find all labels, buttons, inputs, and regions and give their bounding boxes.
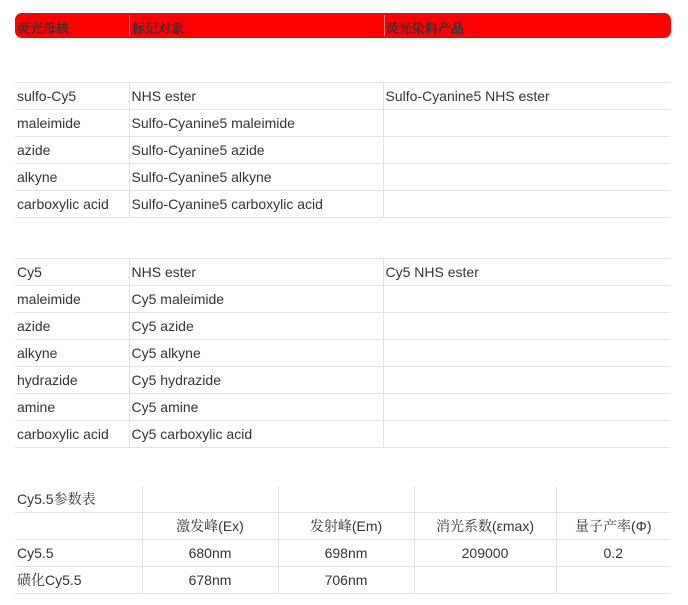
table-cell <box>556 567 670 594</box>
table-cell: Sulfo-Cyanine5 carboxylic acid <box>129 191 383 218</box>
header-dye-product: 荧光染料产品 <box>386 21 465 36</box>
table-cell: 680nm <box>142 540 278 567</box>
table-cell <box>383 110 670 137</box>
table-cell: azide <box>15 313 129 340</box>
table-cell: Cy5 amine <box>129 394 383 421</box>
table-cell: Sulfo-Cyanine5 azide <box>129 137 383 164</box>
params-title: Cy5.5参数表 <box>15 486 142 513</box>
column-header: 发射峰(Em) <box>278 513 414 540</box>
table-cell: 706nm <box>278 567 414 594</box>
table-cell <box>383 286 670 313</box>
table-cell <box>383 340 670 367</box>
table-cell: 698nm <box>278 540 414 567</box>
table-cell <box>383 394 670 421</box>
header-fluorophore-core: 荧光母核 <box>17 21 70 36</box>
table-cell: Cy5 azide <box>129 313 383 340</box>
table-cell: 678nm <box>142 567 278 594</box>
table-row <box>15 191 670 218</box>
table-cell <box>414 486 556 513</box>
table-cell: 磺化Cy5.5 <box>15 567 142 594</box>
column-header <box>15 513 142 540</box>
table-cell <box>414 567 556 594</box>
table-cell: alkyne <box>15 340 129 367</box>
table-header-bar <box>15 13 671 38</box>
table-cell <box>383 137 670 164</box>
table-cell <box>383 367 670 394</box>
table-cell: amine <box>15 394 129 421</box>
header-divider <box>384 15 385 36</box>
table-cell: NHS ester <box>129 259 383 286</box>
table-cell: Cy5.5 <box>15 540 142 567</box>
header-label-target: 标记对象 <box>132 21 185 36</box>
table-row <box>15 286 670 313</box>
table-row <box>15 164 670 191</box>
table-cell: Cy5 <box>15 259 129 286</box>
table-cell: maleimide <box>15 110 129 137</box>
table-cell <box>383 313 670 340</box>
cy55-params-table <box>15 486 670 594</box>
table-row <box>15 259 670 286</box>
table-cell: Cy5 carboxylic acid <box>129 421 383 448</box>
column-header: 消光系数(εmax) <box>414 513 556 540</box>
table-cell <box>142 486 278 513</box>
table-cell: sulfo-Cy5 <box>15 83 129 110</box>
table-cell: Sulfo-Cyanine5 alkyne <box>129 164 383 191</box>
table-cell <box>556 486 670 513</box>
table-row <box>15 367 670 394</box>
column-header: 量子产率(Φ) <box>556 513 670 540</box>
header-divider <box>129 15 130 36</box>
sulfo-cy5-table <box>15 82 670 218</box>
table-cell: carboxylic acid <box>15 191 129 218</box>
table-cell: Cy5 maleimide <box>129 286 383 313</box>
table-cell <box>278 486 414 513</box>
table-row <box>15 540 670 567</box>
column-header: 激发峰(Ex) <box>142 513 278 540</box>
table-cell: hydrazide <box>15 367 129 394</box>
table-cell: alkyne <box>15 164 129 191</box>
table-cell: maleimide <box>15 286 129 313</box>
table-row <box>15 513 670 540</box>
table-row <box>15 567 670 594</box>
table-cell: Cy5 hydrazide <box>129 367 383 394</box>
table-cell: carboxylic acid <box>15 421 129 448</box>
table-cell: Cy5 NHS ester <box>383 259 670 286</box>
table-row <box>15 340 670 367</box>
table-row <box>15 421 670 448</box>
table-cell: azide <box>15 137 129 164</box>
table-row <box>15 313 670 340</box>
table-cell <box>383 421 670 448</box>
table-row <box>15 486 670 513</box>
table-cell: NHS ester <box>129 83 383 110</box>
table-cell: Sulfo-Cyanine5 maleimide <box>129 110 383 137</box>
table-cell: 0.2 <box>556 540 670 567</box>
table-cell <box>383 191 670 218</box>
table-cell: Cy5 alkyne <box>129 340 383 367</box>
table-row <box>15 83 670 110</box>
cy5-table <box>15 258 670 448</box>
table-cell: 209000 <box>414 540 556 567</box>
table-row <box>15 137 670 164</box>
table-row <box>15 394 670 421</box>
table-cell <box>383 164 670 191</box>
table-row <box>15 110 670 137</box>
table-cell: Sulfo-Cyanine5 NHS ester <box>383 83 670 110</box>
